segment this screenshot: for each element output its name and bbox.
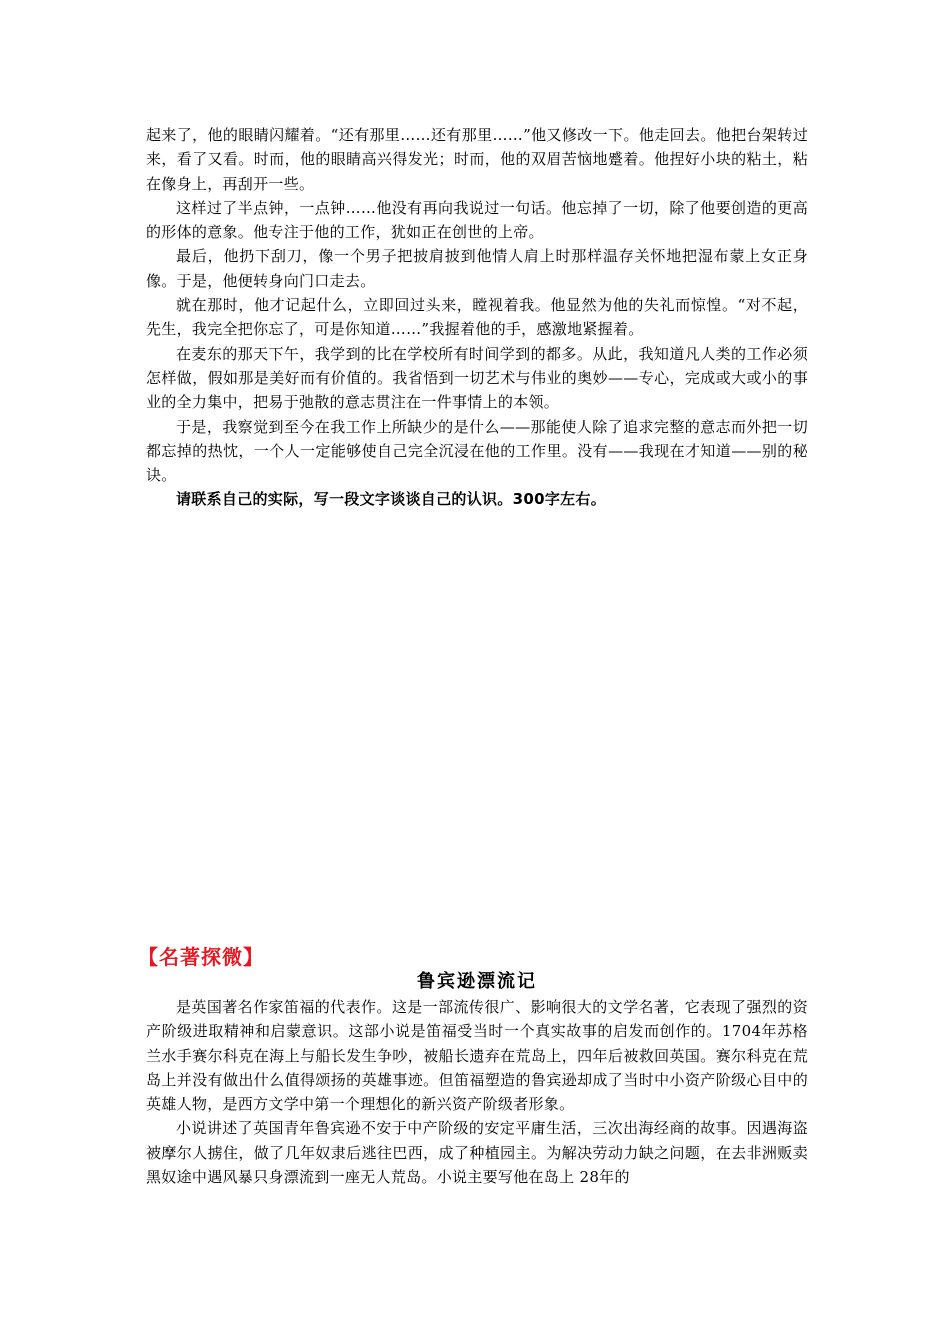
story-paragraph: 在麦东的那天下午，我学到的比在学校所有时间学到的都多。从此，我知道凡人类的工作必须怎样做，假如那是美好而有价值的。我省悟到一切艺术与伟业的奥妙——专心，完成或大或小的事业的全力集中，把易于弛散的意志贯注在一件事情上的本领。	[146, 344, 808, 412]
section-heading: 【名著探微】	[138, 945, 264, 969]
story-paragraph: 这样过了半点钟，一点钟……他没有再向我说过一句话。他忘掉了一切，除了他要创造的更高的形体的意象。他专注于他的工作，犹如正在创世的上帝。	[146, 198, 808, 242]
intro-paragraph: 小说讲述了英国青年鲁宾逊不安于中产阶级的安定平庸生活，三次出海经商的故事。因遇海盗被摩尔人掳住，做了几年奴隶后逃往巴西，成了种植园主。为解决劳动力缺之问题，在去非洲贩卖黑奴途中遇风暴只身漂流到一座无人荒岛。小说主要写他在岛上 28年的	[146, 1119, 808, 1187]
story-paragraph: 起来了，他的眼睛闪耀着。“还有那里……还有那里……”他又修改一下。他走回去。他把台架转过来，看了又看。时而，他的眼睛高兴得发光；时而，他的双眉苦恼地蹙着。他捏好小块的粘土，粘在像身上，再刮开一些。	[146, 126, 808, 193]
writing-task: 请联系自己的实际，写一段文字谈谈自己的认识。300字左右。	[176, 490, 607, 509]
book-introduction	[146, 995, 808, 1189]
story-paragraph: 就在那时，他才记起什么，立即回过头来，瞠视着我。他显然为他的失礼而惊惶。“对不起，先生，我完全把你忘了，可是你知道……”我握着他的手，感激地紧握着。	[146, 296, 808, 339]
story-excerpt	[146, 123, 808, 512]
story-paragraph: 于是，我察觉到至今在我工作上所缺少的是什么——那能使人除了追求完整的意志而外把一切都忘掉的热忱，一个人一定能够使自己完全沉浸在他的工作里。没有——我现在才知道——别的秘诀。	[146, 417, 808, 485]
story-paragraph: 最后，他扔下刮刀，像一个男子把披肩披到他情人肩上时那样温存关怀地把湿布蒙上女正身像。于是，他便转身向门口走去。	[146, 247, 808, 290]
intro-paragraph: 是英国著名作家笛福的代表作。这是一部流传很广、影响很大的文学名著，它表现了强烈的资产阶级进取精神和启蒙意识。这部小说是笛福受当时一个真实故事的启发而创作的。1704年苏格兰水手赛尔科克在海上与船长发生争吵，被船长遗弃在荒岛上，四年后被救回英国。赛尔科克在荒岛上并没有做出什么值得颂扬的英雄事迹。但笛福塑造的鲁宾逊却成了当时中小资产阶级心目中的英雄人物，是西方文学中第一个理想化的新兴资产阶级者形象。	[146, 998, 808, 1114]
book-title: 鲁宾逊漂流记	[417, 971, 537, 992]
